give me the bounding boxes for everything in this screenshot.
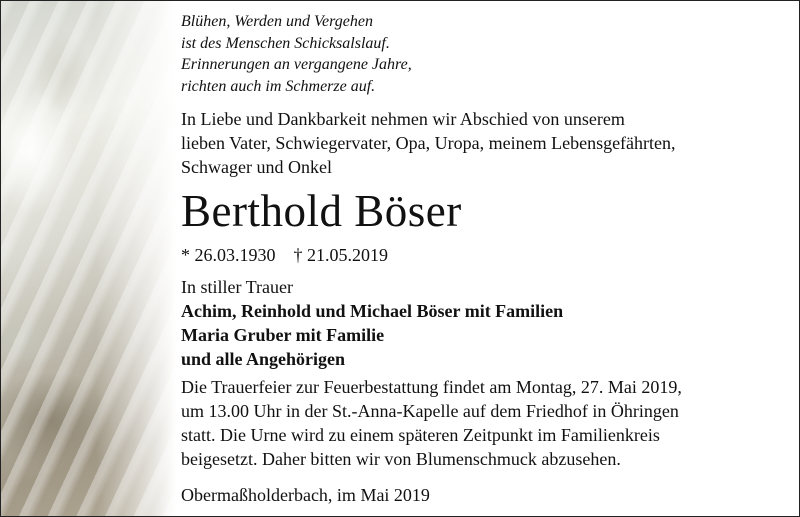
- poem-line: Blühen, Werden und Vergehen: [181, 13, 373, 30]
- poem-line: Erinnerungen an vergangene Jahre,: [181, 56, 412, 73]
- mourners-list: [181, 299, 779, 371]
- poem-line: richten auch im Schmerze auf.: [181, 77, 376, 95]
- mourning-label: In stiller Trauer: [181, 277, 293, 297]
- birth-date: * 26.03.1930: [181, 245, 276, 265]
- notice-line: beigesetzt. Daher bitten wir von Blumenschmuck abzusehen.: [181, 449, 621, 469]
- notice-line: um 13.00 Uhr in der St.-Anna-Kapelle auf dem Friedhof in Öhringen: [181, 401, 679, 421]
- place-and-date: Obermaßholderbach, im Mai 2019: [181, 485, 430, 505]
- death-date: † 21.05.2019: [293, 245, 388, 265]
- memorial-poem: [181, 11, 779, 97]
- deceased-name: Berthold Böser: [181, 186, 462, 236]
- farewell-intro: [181, 107, 779, 179]
- life-dates: [181, 243, 779, 267]
- intro-line: lieben Vater, Schwiegervater, Opa, Uropa, meinem Lebensgefährten,: [181, 133, 676, 153]
- notice-line: statt. Die Urne wird zu einem späteren Zeitpunkt im Familienkreis: [181, 425, 660, 445]
- mourners-line: Achim, Reinhold und Michael Böser mit Familien: [181, 301, 564, 321]
- mourners-line: Maria Gruber mit Familie: [181, 325, 385, 345]
- intro-line: In Liebe und Dankbarkeit nehmen wir Abschied von unserem: [181, 109, 625, 129]
- intro-line: Schwager und Onkel: [181, 157, 332, 177]
- poem-line: ist des Menschen Schicksalslauf.: [181, 34, 390, 52]
- forest-path-photo: [1, 1, 176, 516]
- notice-line: Die Trauerfeier zur Feuerbestattung findet am Montag, 27. Mai 2019,: [181, 377, 682, 397]
- funeral-notice: [181, 375, 779, 471]
- obituary-content: [181, 11, 779, 507]
- mourners-line: und alle Angehörigen: [181, 349, 346, 369]
